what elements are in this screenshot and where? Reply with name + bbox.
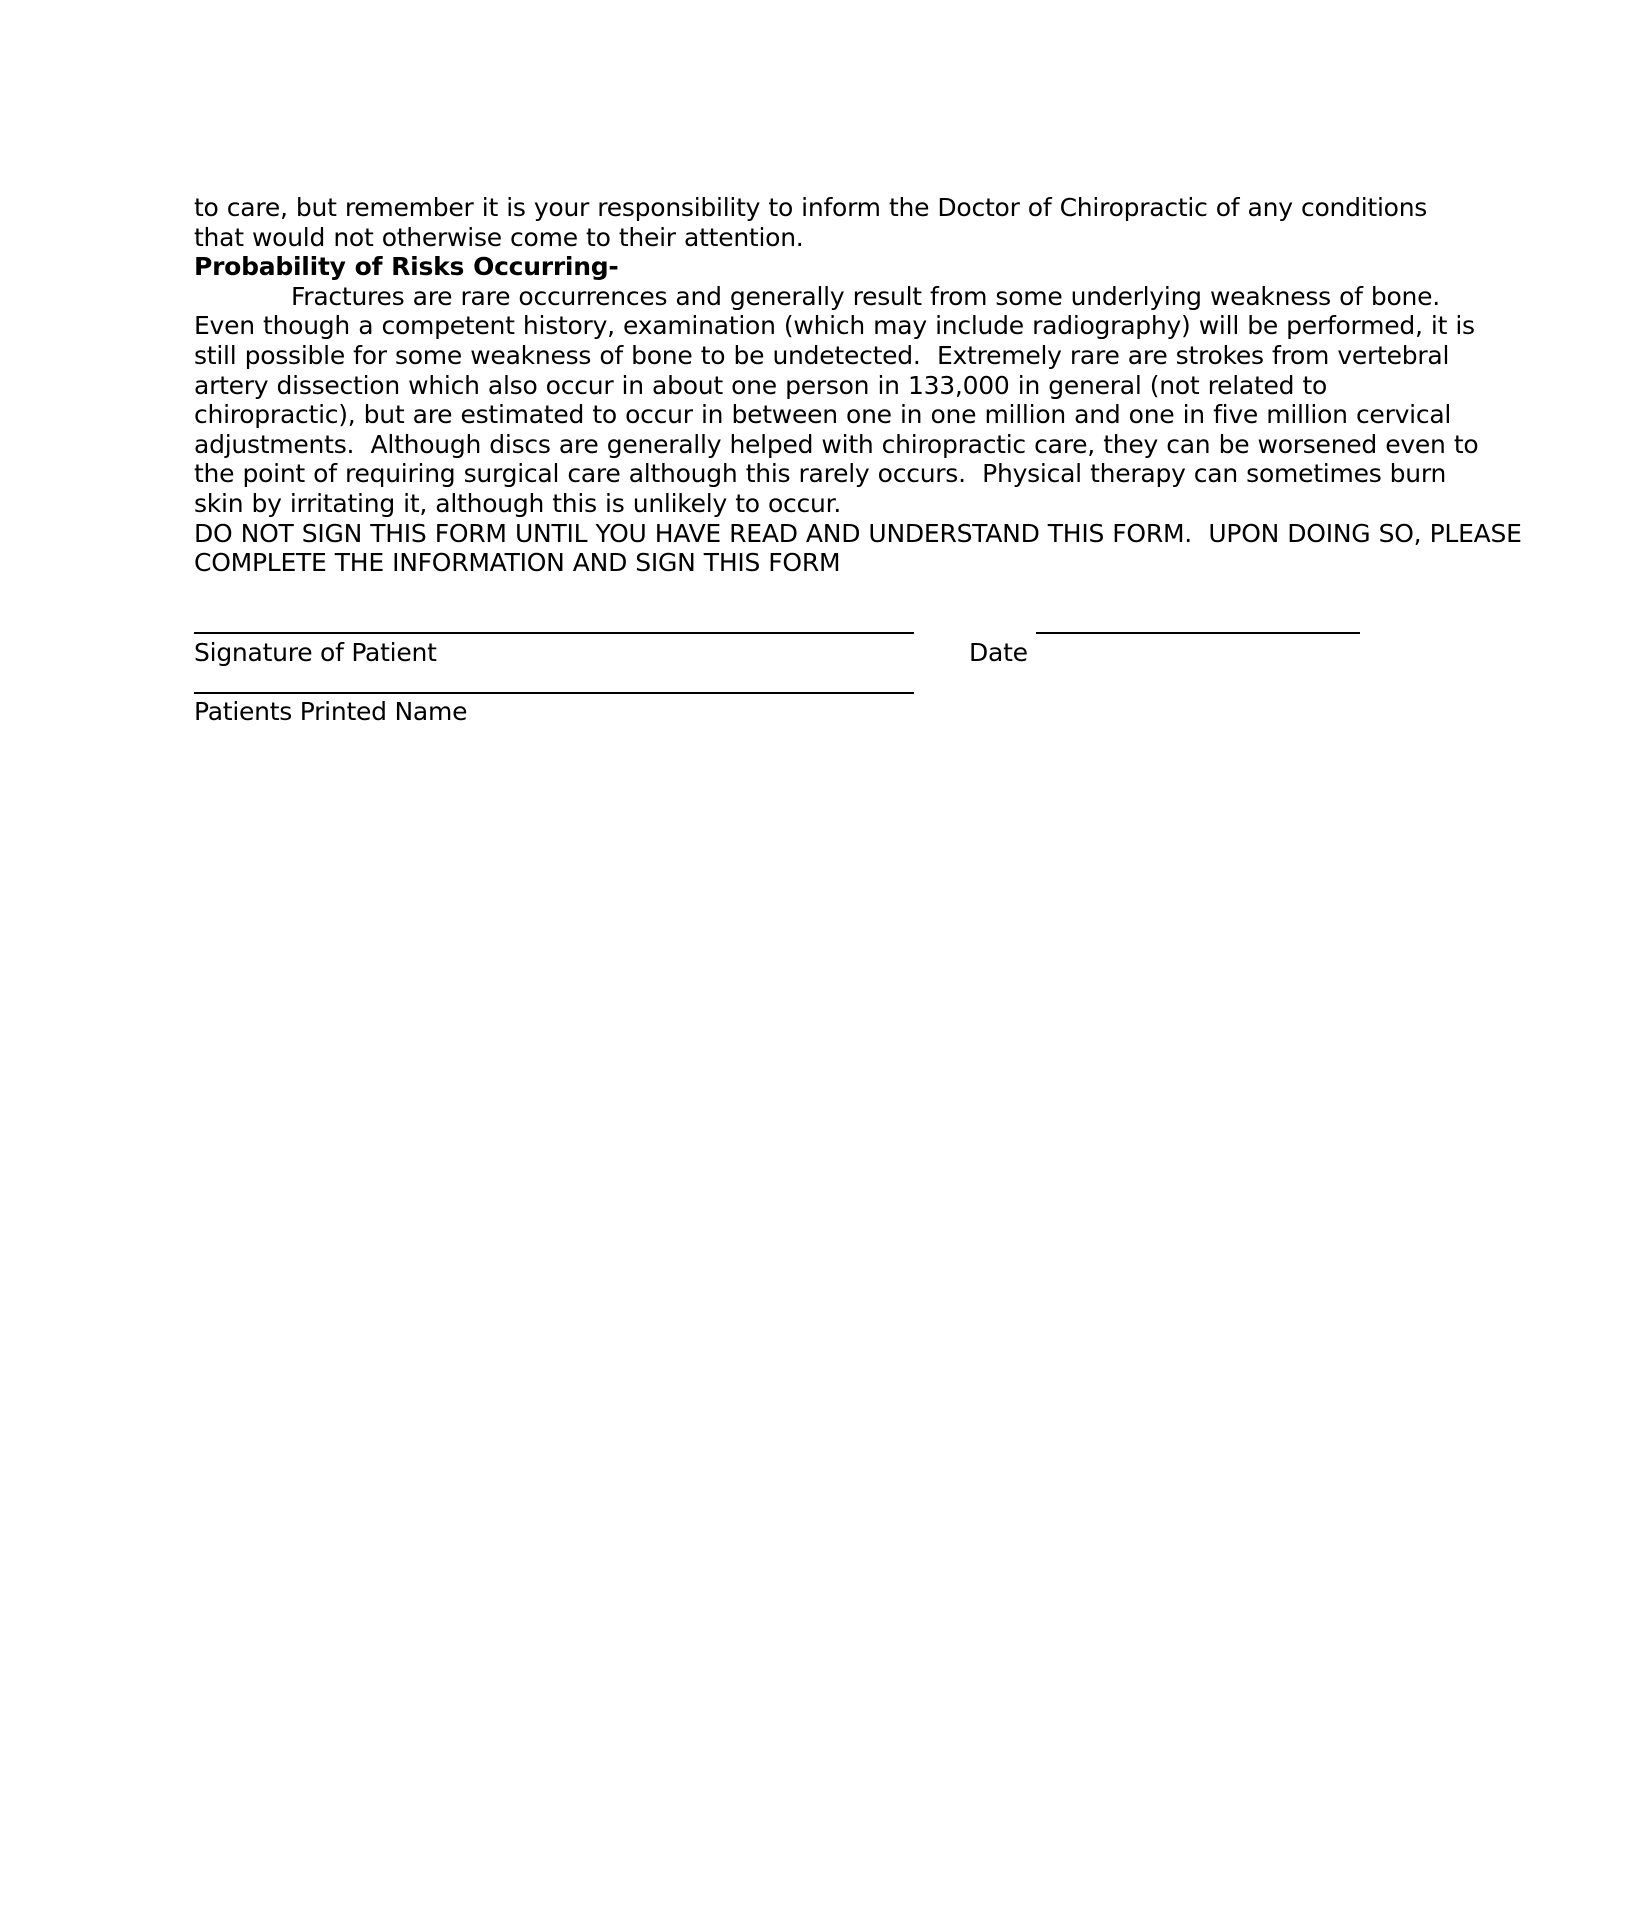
signature-label: Signature of Patient — [194, 638, 437, 667]
risk-paragraph-line-8: skin by irritating it, although this is unlikely to occur. — [194, 488, 842, 518]
printed-name-line[interactable] — [194, 692, 914, 694]
risk-paragraph-line-5: chiropractic), but are estimated to occur in between one in one million and one in five million cervical — [194, 400, 1452, 430]
risk-paragraph-line-1: Fractures are rare occurrences and generally result from some underlying weakness of bone. — [291, 281, 1440, 311]
date-line[interactable] — [1036, 632, 1360, 634]
risk-paragraph-line-7: the point of requiring surgical care although this rarely occurs. Physical therapy can sometimes burn — [194, 459, 1447, 489]
continuation-line-2: that would not otherwise come to their attention. — [194, 222, 804, 252]
risk-paragraph-line-3: still possible for some weakness of bone to be undetected. Extremely rare are strokes from vertebral — [194, 340, 1450, 370]
risk-paragraph-line-2: Even though a competent history, examination (which may include radiography) will be performed, it is — [194, 311, 1475, 341]
section-heading: Probability of Risks Occurring- — [194, 252, 619, 282]
warning-line-2: COMPLETE THE INFORMATION AND SIGN THIS FORM — [194, 548, 841, 578]
risk-paragraph-line-6: adjustments. Although discs are generally helped with chiropractic care, they can be worsened even to — [194, 429, 1479, 459]
printed-name-label: Patients Printed Name — [194, 697, 468, 726]
continuation-line-1: to care, but remember it is your responsibility to inform the Doctor of Chiropractic of any conditions — [194, 193, 1428, 222]
date-label: Date — [969, 638, 1028, 667]
consent-text — [194, 193, 1522, 578]
signature-line[interactable] — [194, 632, 914, 634]
risk-paragraph-line-4: artery dissection which also occur in about one person in 133,000 in general (not related to — [194, 370, 1328, 400]
warning-line-1: DO NOT SIGN THIS FORM UNTIL YOU HAVE READ AND UNDERSTAND THIS FORM. UPON DOING SO, PLEASE — [194, 518, 1522, 548]
